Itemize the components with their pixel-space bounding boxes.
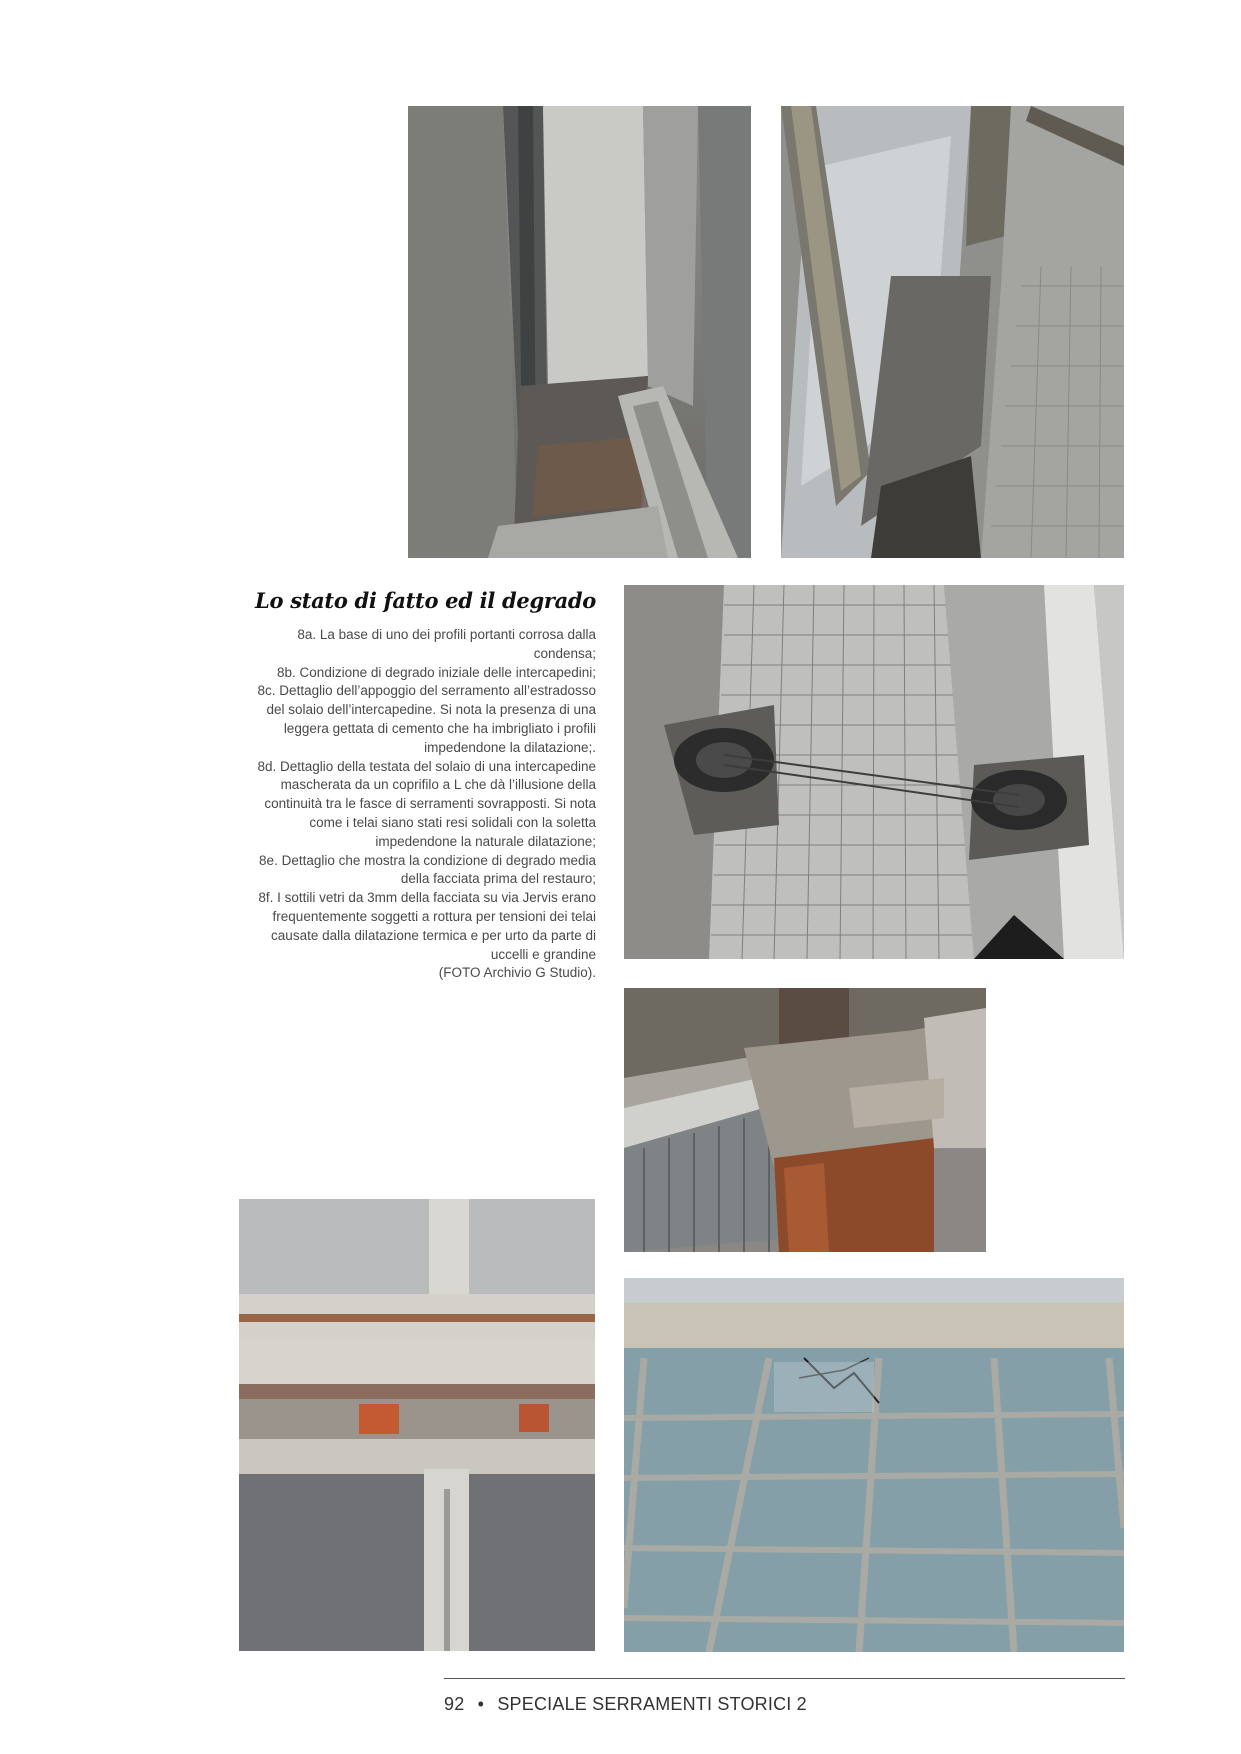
caption-8b: 8b. Condizione di degrado iniziale delle intercapedini; [277, 664, 596, 680]
footer-separator: • [477, 1694, 485, 1714]
photo-credit: (FOTO Archivio G Studio). [438, 965, 596, 981]
caption-8a: 8a. La base di uno dei profili portanti corrosa dalla condensa; [297, 627, 596, 661]
caption-8d: 8d. Dettaglio della testata del solaio di una intercapedine mascherata da un coprifilo a L che dà l’illusione della continuità tra le fasce di serramenti sovrapposti. Si nota come i telai siano stati resi solidali con la soletta impedendone la naturale dilatazione; [257, 758, 596, 849]
photo-8c-window-support-detail [624, 585, 1124, 959]
caption-8e: 8e. Dettaglio che mostra la condizione di degrado media della facciata prima del restauro; [259, 852, 596, 887]
page-number: 92 [444, 1694, 465, 1714]
photo-8f-broken-glass-facade [624, 1278, 1124, 1652]
caption-block [236, 626, 596, 983]
caption-8c: 8c. Dettaglio dell’appoggio del serramento all’estradosso del solaio dell’intercapedine. Si nota la presenza di una leggera gettata di cemento che ha imbrigliato i profili impedendone la dilatazione;. [257, 683, 596, 755]
photo-8d-slab-head-detail [624, 988, 986, 1252]
caption-8f: 8f. I sottili vetri da 3mm della facciata su via Jervis erano frequentemente soggetti a rottura per tensioni dei telai causate dalla dilatazione termica e per urto da parte di uccelli e grandine [258, 890, 596, 962]
photo-8e-facade-degrado [239, 1199, 595, 1651]
page-footer [444, 1694, 807, 1715]
section-title: Lo stato di fatto ed il degrado [255, 588, 596, 613]
footer-rule [444, 1678, 1125, 1679]
publication-title: SPECIALE SERRAMENTI STORICI 2 [497, 1694, 807, 1714]
photo-8b-intercapedine-degrado [781, 106, 1124, 558]
photo-8a-corroded-profile-base [408, 106, 751, 558]
